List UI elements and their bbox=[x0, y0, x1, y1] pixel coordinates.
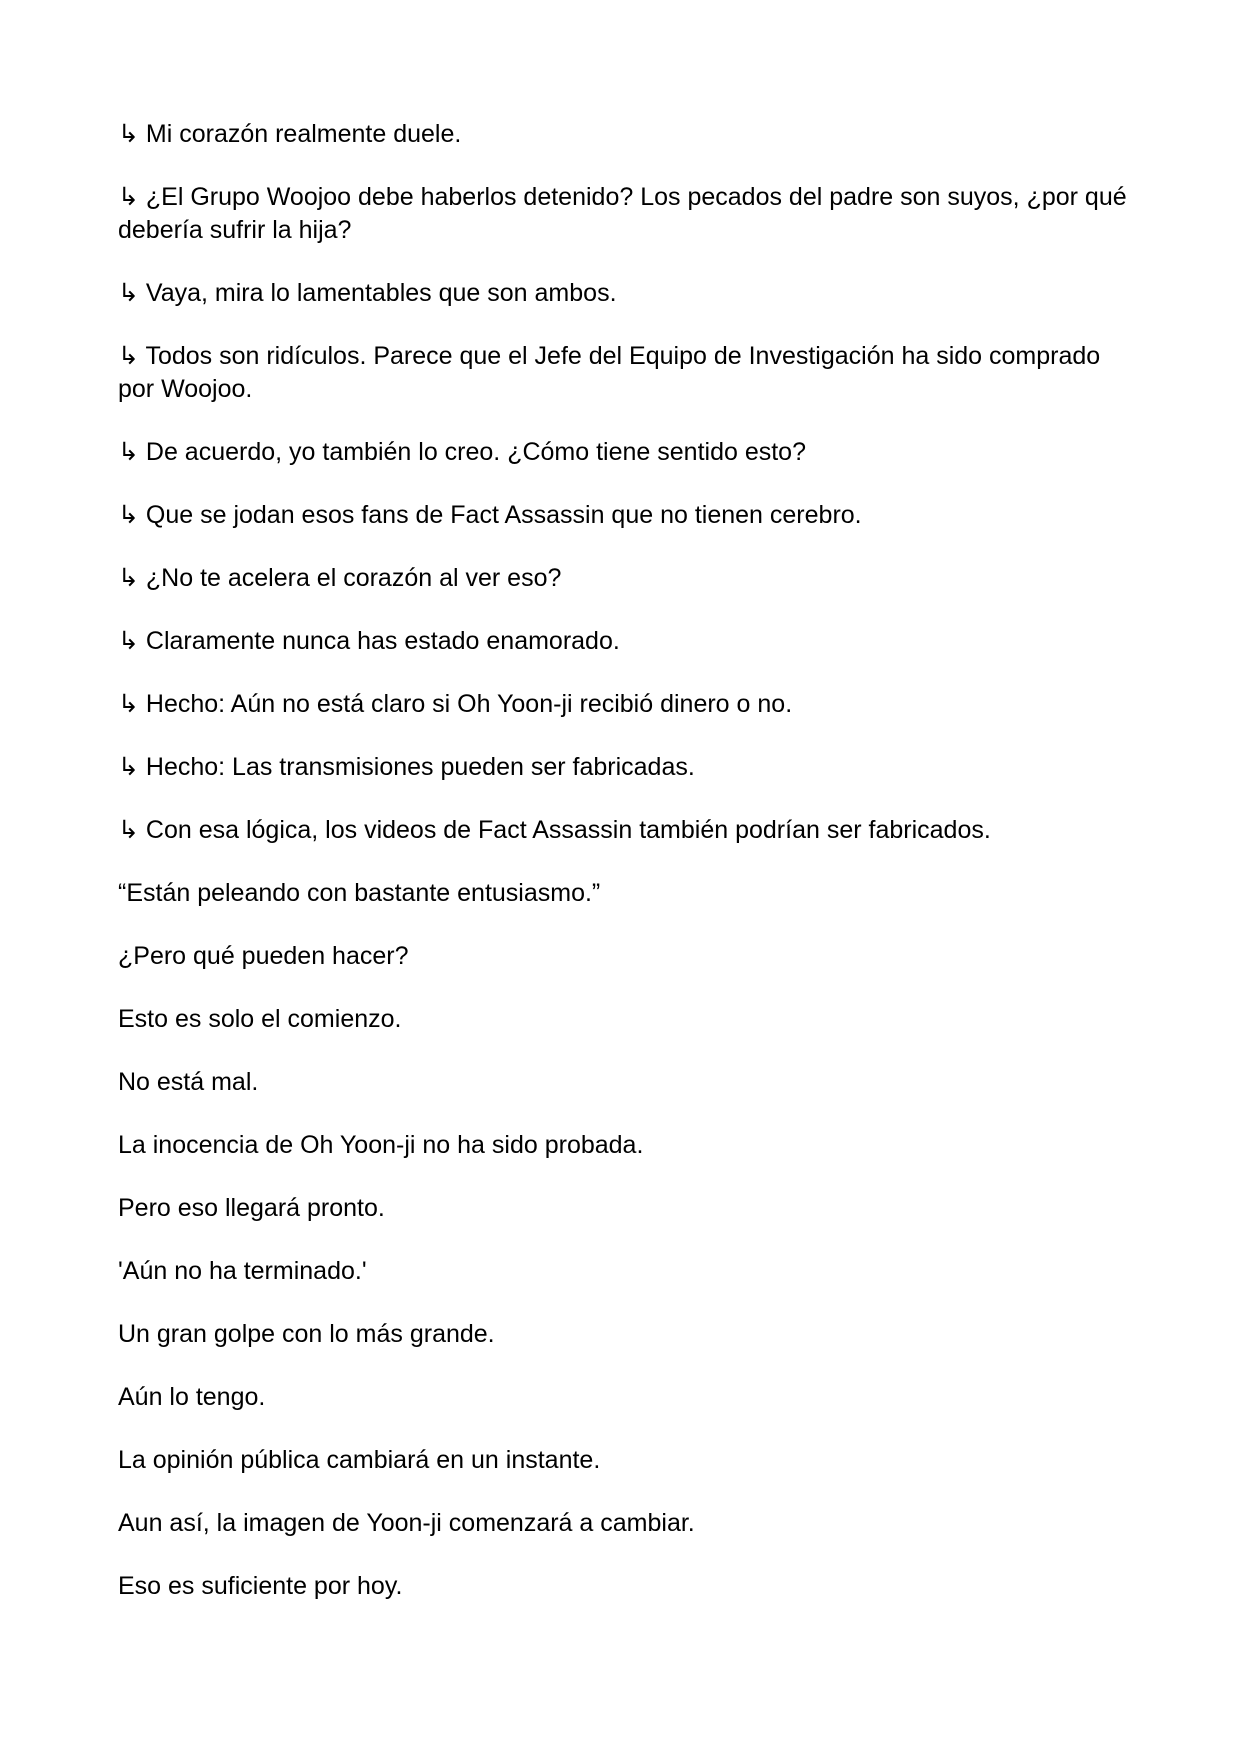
comment-paragraph: ↳ Hecho: Aún no está claro si Oh Yoon-ji recibió dinero o no. bbox=[118, 690, 793, 718]
comment-paragraph: ↳ Claramente nunca has estado enamorado. bbox=[118, 627, 620, 655]
text-paragraph: Esto es solo el comienzo. bbox=[118, 1005, 402, 1033]
text-paragraph: “Están peleando con bastante entusiasmo.” bbox=[118, 879, 601, 907]
text-paragraph: Eso es suficiente por hoy. bbox=[118, 1572, 403, 1600]
text-paragraph: La inocencia de Oh Yoon-ji no ha sido probada. bbox=[118, 1131, 644, 1159]
comment-paragraph: ↳ ¿No te acelera el corazón al ver eso? bbox=[118, 564, 562, 592]
comment-paragraph: ↳ Mi corazón realmente duele. bbox=[118, 120, 462, 148]
comment-paragraph: ↳ ¿El Grupo Woojoo debe haberlos detenido? Los pecados del padre son suyos, ¿por qué debería sufrir la hija? bbox=[118, 183, 1127, 244]
comment-paragraph: ↳ Con esa lógica, los videos de Fact Assassin también podrían ser fabricados. bbox=[118, 816, 991, 844]
comment-paragraph: ↳ Vaya, mira lo lamentables que son ambos. bbox=[118, 279, 617, 307]
comment-paragraph: ↳ De acuerdo, yo también lo creo. ¿Cómo tiene sentido esto? bbox=[118, 438, 806, 466]
text-paragraph: La opinión pública cambiará en un instante. bbox=[118, 1446, 601, 1474]
text-paragraph: ¿Pero qué pueden hacer? bbox=[118, 942, 409, 970]
text-paragraph: Aun así, la imagen de Yoon-ji comenzará a cambiar. bbox=[118, 1509, 695, 1537]
comment-paragraph: ↳ Hecho: Las transmisiones pueden ser fabricadas. bbox=[118, 753, 695, 781]
document-body bbox=[118, 118, 1128, 1633]
text-paragraph: Pero eso llegará pronto. bbox=[118, 1194, 385, 1222]
comment-paragraph: ↳ Todos son ridículos. Parece que el Jefe del Equipo de Investigación ha sido comprado por Woojoo. bbox=[118, 342, 1101, 403]
text-paragraph: Un gran golpe con lo más grande. bbox=[118, 1320, 495, 1348]
text-paragraph: Aún lo tengo. bbox=[118, 1383, 266, 1411]
text-paragraph: No está mal. bbox=[118, 1068, 259, 1096]
text-paragraph: 'Aún no ha terminado.' bbox=[118, 1257, 367, 1285]
comment-paragraph: ↳ Que se jodan esos fans de Fact Assassin que no tienen cerebro. bbox=[118, 501, 862, 529]
